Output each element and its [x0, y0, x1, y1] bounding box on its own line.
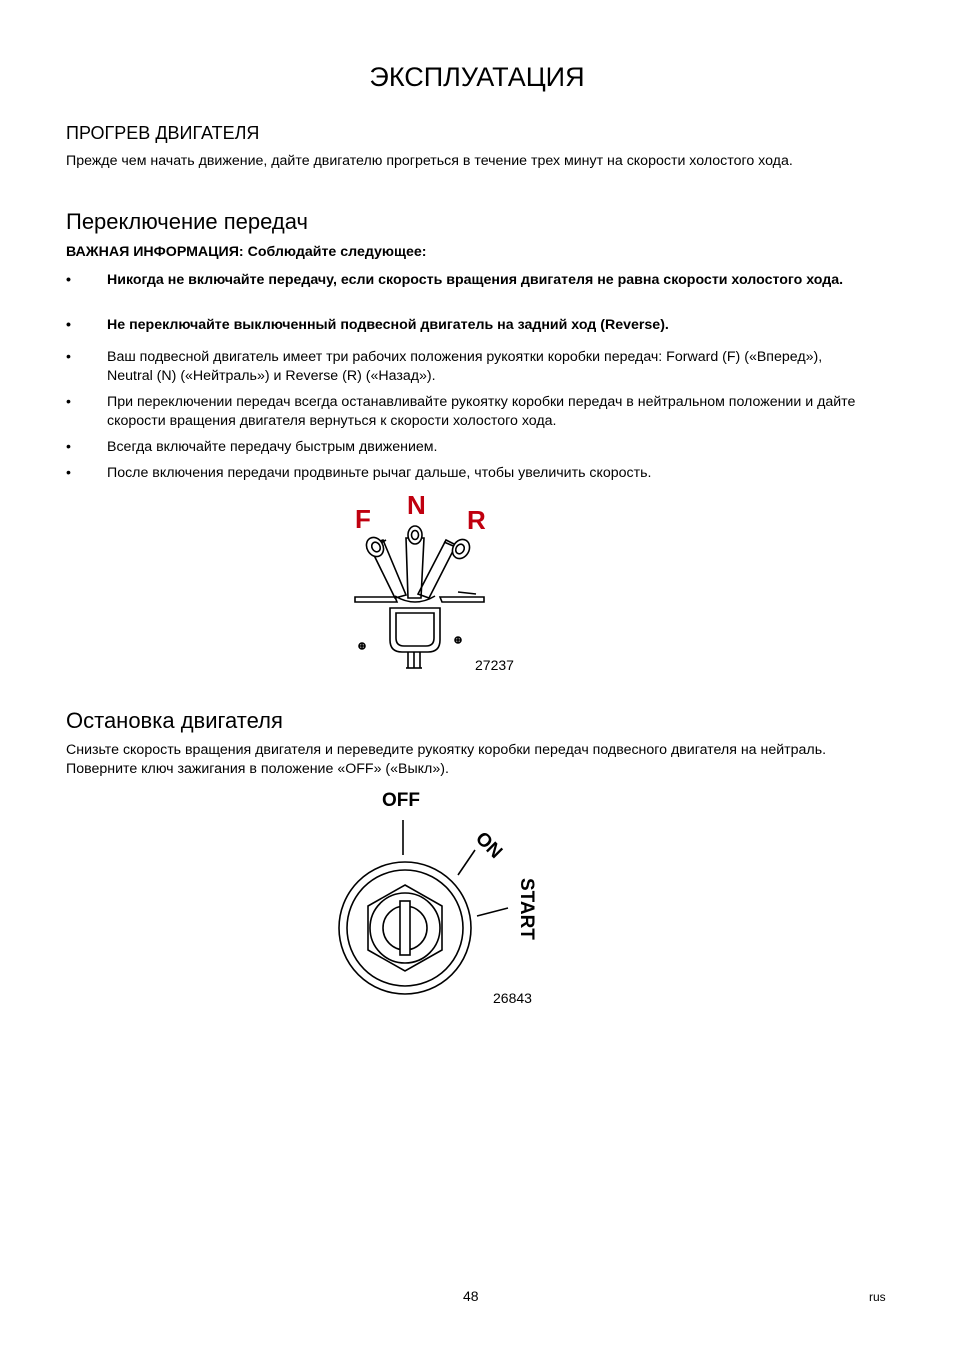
- off-label: OFF: [382, 790, 420, 811]
- start-label: START: [516, 878, 537, 940]
- warmup-paragraph: Прежде чем начать движение, дайте двигателю прогреться в течение трех минут на скорости холостого хода.: [66, 153, 793, 169]
- warmup-heading: ПРОГРЕВ ДВИГАТЕЛЯ: [66, 123, 260, 143]
- figure-number: 27237: [475, 657, 514, 673]
- bullet: •: [66, 317, 71, 333]
- on-label: ON: [471, 828, 507, 864]
- warning-text: Никогда не включайте передачу, если скорость вращения двигателя не равна скорости холостого хода.: [107, 272, 844, 288]
- page-number: 48: [463, 1288, 479, 1304]
- page-title: ЭКСПЛУАТАЦИЯ: [369, 62, 585, 92]
- bullet: •: [66, 394, 71, 410]
- bullet: •: [66, 465, 71, 481]
- figure-number: 26843: [493, 990, 532, 1006]
- bullet: •: [66, 349, 71, 365]
- ignition-switch-figure: [330, 810, 540, 1010]
- stopping-paragraph: Снизьте скорость вращения двигателя и переведите рукоятку коробки передач подвесного двигателя на нейтраль. Поверните ключ зажигания в положение «OFF» («Выкл»).: [66, 742, 827, 777]
- list-item-text: Ваш подвесной двигатель имеет три рабочих положения рукоятки коробки передач: Forward (F) («Вперед»), Neutral (N) («Нейтраль») и Reverse (R) («Назад»).: [107, 349, 823, 384]
- shifting-heading: Переключение передач: [66, 209, 308, 234]
- warning-text: Не переключайте выключенный подвесной двигатель на задний ход (Reverse).: [107, 317, 669, 333]
- list-item-text: При переключении передач всегда останавливайте рукоятку коробки передач в нейтральном положении и дайте скорости вращения двигателя вернуться к скорости холостого хода.: [107, 394, 856, 429]
- reverse-label: R: [467, 505, 486, 535]
- forward-label: F: [355, 504, 371, 534]
- language-code: rus: [869, 1290, 886, 1304]
- stopping-heading: Остановка двигателя: [66, 708, 283, 733]
- bullet: •: [66, 439, 71, 455]
- list-item-text: После включения передачи продвиньте рычаг дальше, чтобы увеличить скорость.: [107, 465, 652, 481]
- list-item-text: Всегда включайте передачу быстрым движением.: [107, 439, 438, 455]
- neutral-label: N: [407, 490, 426, 520]
- important-note: ВАЖНАЯ ИНФОРМАЦИЯ: Соблюдайте следующее:: [66, 244, 427, 260]
- bullet: •: [66, 272, 71, 288]
